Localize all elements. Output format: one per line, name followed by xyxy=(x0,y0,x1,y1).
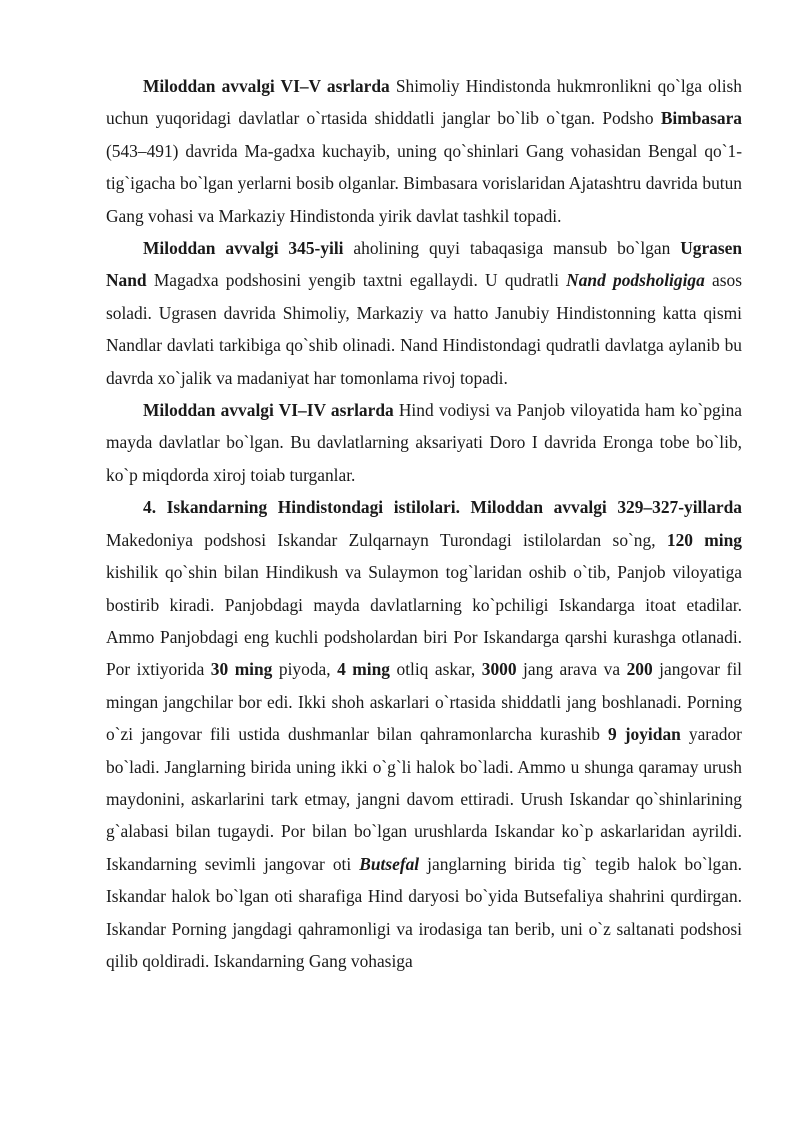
paragraph xyxy=(106,491,742,977)
emphasized-text: Bimbasara xyxy=(660,108,742,129)
paragraph-text: aholining quyi tabaqasiga mansub bo`lgan xyxy=(343,238,681,259)
paragraph-text: (543–491) davrida Ma-gadxa kuchayib, uning qo`shinlari Gang vohasidan Bengal qo`1-tig`igacha bo`lgan yerlarni bosib olganlar. Bimbasara vorislaridan Ajatashtru davrida butun Gang vohasi va Markaziy Hindistonda yirik davlat tashkil topadi. xyxy=(106,140,742,226)
paragraph-text: kishilik qo`shin bilan Hindikush va Sulaymon tog`laridan oshib o`tib, Panjob viloyatiga bostirib kiradi. Panjobdagi mayda davlatlarning ko`pchiligi Iskandarga itoat etadilar. Ammo Panjobdagi eng kuchli podsholardan biri Por Iskandarga qarshi kurashga otlanadi. Por ixtiyorida xyxy=(106,562,742,680)
emphasized-text: 3000 xyxy=(481,659,517,680)
paragraph xyxy=(106,232,742,394)
emphasized-text: Butsefal xyxy=(359,853,420,874)
emphasized-text: Ugrasen Nand xyxy=(106,238,743,291)
paragraph-text: Makedoniya podshosi Iskandar Zulqarnayn Turondagi istilolardan so`ng, xyxy=(106,529,667,550)
emphasized-text: 9 joyidan xyxy=(608,724,681,745)
paragraph-text: Hind vodiysi va Panjob viloyatida ham ko`pgina mayda davlatlar bo`lgan. Bu davlatlarning aksariyati Doro I davrida Eronga tobe bo`lib, ko`p miqdorda xiroj toiab turganlar. xyxy=(106,400,742,485)
paragraph-text: otliq askar, xyxy=(389,659,482,680)
emphasized-text: 4. Iskandarning Hindistondagi istilolari. Miloddan avvalgi 329–327-yillarda xyxy=(143,497,742,518)
paragraph xyxy=(106,70,742,232)
emphasized-text: 120 ming xyxy=(666,529,742,550)
paragraph xyxy=(106,394,742,491)
emphasized-text: 30 ming xyxy=(210,659,273,680)
paragraph-text: jangovar fil mingan jangchilar bor edi. Ikki shoh askarlari o`rtasida shiddatli jang boshlanadi. Porning o`zi jangovar fili ustida dushmanlar bilan qahramonlarcha kurashib xyxy=(106,659,742,745)
paragraph-text: asos soladi. Ugrasen davrida Shimoliy, Markaziy va hatto Janubiy Hindistonning katta qismi Nandlar davlati tarkibiga qo`shib olinadi. Nand Hindistondagi qudratli davlatga aylanib bu davrda xo`jalik va madaniyat har tomonlama rivoj topadi. xyxy=(106,270,742,388)
paragraph-text: piyoda, xyxy=(272,659,338,680)
emphasized-text: Miloddan avvalgi VI–V asrlarda xyxy=(143,76,390,96)
paragraph-text: Magadxa podshosini yengib taxtni egallaydi. U qudratli xyxy=(146,270,567,291)
emphasized-text: 200 xyxy=(626,659,653,680)
paragraph-text: Shimoliy Hindistonda hukmronlikni qo`lga olish uchun yuqoridagi davlatlar o`rtasida shiddatli janglar bo`lib o`tgan. Podsho xyxy=(106,76,743,129)
paragraph-text: jang arava va xyxy=(516,659,627,680)
emphasized-text: Miloddan avvalgi 345-yili xyxy=(143,238,344,259)
emphasized-text: 4 ming xyxy=(337,659,390,680)
emphasized-text: Nand podsholigiga xyxy=(566,270,705,291)
emphasized-text: Miloddan avvalgi VI–IV asrlarda xyxy=(143,400,394,421)
paragraph-text: janglarning birida tig` tegib halok bo`lgan. Iskandar halok bo`lgan oti sharafiga Hind daryosi bo`yida Butsefaliya shahrini qurdirgan. Iskandar Porning jangdagi qahramonligi va irodasiga tan berib, uni o`z saltanati podshosi qilib qoldiradi. Iskandarning Gang vohasiga xyxy=(106,853,742,971)
paragraph-text: yarador bo`ladi. Janglarning birida uning ikki o`g`li halok bo`ladi. Ammo u shunga qaramay urush maydonini, askarlarini tark etmay, jangni davom ettiradi. Urush Iskandar qo`shinlarining g`alabasi bilan tugaydi. Por bilan bo`lgan urushlarda Iskandar ko`p askarlaridan ayrildi. Iskandarning sevimli jangovar oti xyxy=(106,724,742,874)
